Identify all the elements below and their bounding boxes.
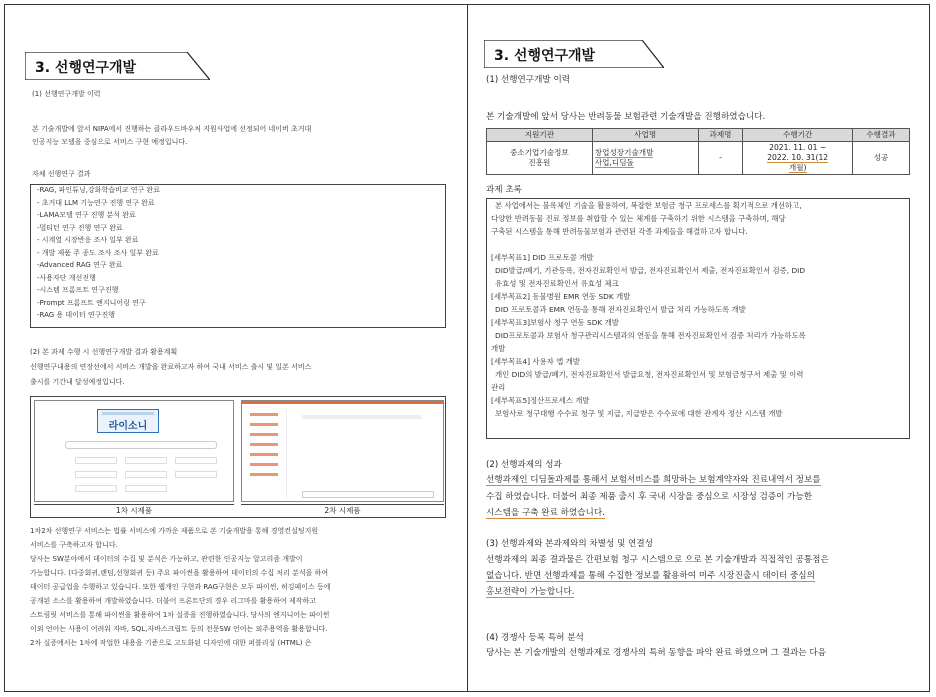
input-mock [302,491,434,498]
table-header: 수행기간 [743,129,853,142]
header-bar-mock [242,401,444,404]
summary-line: 관리 [491,383,506,392]
result-item: -사용자단 개선진행 [37,273,96,282]
plan-line: 출시를 기간내 달성예정입니다. [30,378,125,386]
chip-mock [175,471,217,478]
cell-text: 진흥원 [528,158,551,167]
sidebar-mock [246,409,287,499]
logo-box [97,409,159,433]
sidebar-line [250,423,278,426]
left-page [5,4,467,692]
table-header: 사업명 [592,129,698,142]
sidebar-line [250,413,278,416]
table-cell-result: 성공 [852,142,909,175]
relation-text: 홍보전략이 가능합니다. [486,587,575,597]
summary-line: DID 프로토콜과 EMR 연동을 통해 전자진료확인서 발급 처리 가능하도록 개발 [495,305,746,314]
result-text: 선행과제인 디딤돌과제를 통해서 보험서비스를 희망하는 보험계약자와 진료내역서 정보를 [486,475,821,485]
table-cell-agency [487,142,593,175]
chip-mock [75,485,117,492]
cell-text: 사업,디딤돌 [594,158,634,167]
table-header: 지원기관 [487,129,593,142]
body-line: 당사는 SW분야에서 데이터의 수집 및 분석은 가능하고, 관련한 인공지능 알고리즘 개발이 [30,555,303,563]
sidebar-line [250,433,278,436]
summary-line: [세부목표1] DID 프로토콜 개발 [491,253,594,262]
sidebar-line [250,473,278,476]
chip-mock [125,457,167,464]
summary-line [491,226,748,237]
figure-caption: 1차 시제품 [34,504,234,516]
right-page [468,4,930,692]
intro-line: 본 기술개발에 앞서 NIPA에서 진행하는 클라우드바우처 지원사업에 선정되어 네이버 초거대 [32,125,312,133]
sidebar-line [250,443,278,446]
chip-mock [75,457,117,464]
table-cell-period [743,142,853,175]
summary-line: 보험사로 청구대행 수수료 청구 및 지급, 지급받은 수수료에 대한 관계자 정산 시스템 개발 [495,409,783,418]
relation-text: 없습니다. 반면 선행과제를 통해 수집한 정보를 활용하여 미주 시장진출시 데이터 중심의 [486,571,815,581]
result-item: -멀티턴 연구 진행 연구 완료 [37,223,123,232]
result-item: -Prompt 프롬프트 엔지니어링 연구 [37,298,146,307]
subsection-heading: (4) 경쟁사 등록 특허 분석 [486,633,584,643]
subsection-heading: (2) 선행과제의 성과 [486,460,562,470]
prototype-1-screenshot [34,400,234,502]
summary-box [486,198,910,439]
prototype-figure [30,396,446,518]
plan-line: 선행연구내용의 연장선에서 서비스 개발을 완료하고자 하여 국내 서비스 출시 및 일본 서비스 [30,363,312,371]
results-title: 자체 선행연구 결과 [32,170,91,178]
table-header: 수행결과 [852,129,909,142]
summary-line: [세부목표4] 사용자 앱 개발 [491,357,580,366]
summary-line: [세부목표3]보험사 청구 연동 SDK 개발 [491,318,619,327]
logo-bar [102,412,154,415]
body-line: 서비스를 구축하고자 합니다. [30,541,118,549]
summary-title: 과제 초록 [486,185,522,195]
search-bar-mock [65,441,217,449]
relation-line [486,570,815,583]
section-banner [484,40,664,68]
chip-mock [175,457,217,464]
table-cell-project: - [698,142,743,175]
relation-line: 선행과제의 최종 결과물은 간편보험 청구 시스템으로 으로 본 기술개발과 직접적인 공통점은 [486,555,829,565]
result-text: 시스템을 구축 완료 하였습니다. [486,508,605,518]
cell-text: 중소기업기술정보 [510,148,569,157]
relation-line [486,586,574,599]
section-title: 3. 선행연구개발 [494,48,596,64]
subsection-heading: (1) 선행연구개발 이력 [486,75,571,85]
prototype-2-screenshot [241,400,444,502]
table-row [487,142,910,175]
summary-line: 개인 DID의 발급/폐기, 전자진료확인서 발급요청, 전자진료확인서 및 보험금청구서 제출 및 이력 [495,370,804,379]
result-item: -Advanced RAG 연구 완료 [37,261,123,269]
cell-text: 창업성장기술개발 [594,148,654,157]
result-line: 수집 하였습니다. 더불어 최종 제품 출시 후 국내 시장을 중심으로 시장성 검증이 가능한 [486,492,813,502]
intro-line: 본 기술개발에 앞서 당사는 반려동물 보험관련 기술개발을 진행하였습니다. [486,112,766,122]
table-cell-program [592,142,698,175]
result-item: -시스템 프롬프트 연구진행 [37,286,119,294]
table-header: 과제명 [698,129,743,142]
subsection-heading: (2) 본 과제 수행 시 선행연구개발 결과 활용계획 [30,348,178,356]
chip-mock [125,471,167,478]
figure-caption: 2차 시제품 [241,504,444,516]
body-line: 데이터 공급업을 수행하고 있습니다. 또한 웹개인 구현과 RAG구현은 모두 파이썬, 허깅페이스 등에 [30,583,331,591]
content-line [302,415,422,419]
subsection-heading: (1) 선행연구개발 이력 [32,90,101,98]
chip-mock [75,471,117,478]
patent-line: 당사는 본 기술개발의 선행과제로 경쟁사의 특허 동향을 파악 완료 하였으며 그 결과는 다음 [486,648,826,658]
summary-line: 본 사업에서는 블록체인 기술을 활용하여, 복잡한 보험금 청구 프로세스를 획기적으로 개선하고, [495,201,802,210]
sidebar-line [250,453,278,456]
section-title: 3. 선행연구개발 [35,60,137,76]
result-item: -LAMA모델 연구 진행 분석 완료 [37,211,136,219]
result-item: - 초거대 LLM 기능연구 진행 연구 완료 [37,198,155,207]
result-line [486,507,605,520]
history-table [486,128,910,175]
table-header-row [487,129,910,142]
result-line [486,474,821,487]
body-line: 1차2차 선행연구 서비스는 법률 서비스에 가까운 제품으로 본 기술개발을 통해 경영컨설팅지원 [30,527,319,535]
summary-line: DID프로토콜과 보험사 청구관리시스템과의 연동을 통해 전자진료확인서 검증 처리가 가능하도록 [495,331,806,340]
logo-text: 라이소니 [108,421,148,432]
summary-text: 구축된 시스템을 통해 반려동물보험과 관련된 각종 과제들을 해결하고자 합니다. [491,227,748,236]
summary-line: 개발 [491,344,506,353]
body-line: 가능합니다. (다중회귀,랜덤,선형회귀 등) 주요 파이썬을 활용하여 데이터의 수집 처리 분석을 하여 [30,569,329,577]
result-item: -RAG, 파인튜닝,강화학습비교 연구 완료 [37,186,160,194]
body-line: 공개된 소스를 활용하여 개발하였습니다. 더불어 프론트단의 경우 리그마를 활용하여 제작하고 [30,597,316,605]
results-box [30,184,446,328]
body-line: 이외 언어는 사용이 어려워 자바, SQL,자바스크립트 등의 전문SW 언어는 외주용역을 활용합니다. [30,625,328,633]
cell-text: 개월) [788,163,807,172]
body-line: 스트림릿 서비스를 통해 파이썬을 활용하여 1차 실증을 진행하였습니다. 당사의 엔지니어는 파이썬 [30,611,330,619]
summary-line: 다양한 반려동물 진료 정보를 취합할 수 있는 체계를 구축하기 위한 시스템을 구축하며, 해당 [491,214,786,223]
result-item: - 개발 제품 주 종도 조사 조사 일부 완료 [37,248,159,257]
summary-line: DID발급/폐기, 기관등록, 전자진료확인서 발급, 전자진료확인서 제출, 전자진료확인서 검증, DID [495,266,806,275]
section-banner [25,52,210,80]
summary-line: 유효성 및 전자진료확인서 유효성 체크 [495,279,619,288]
body-line: 2차 실증에서는 1차에 작업한 내용을 기준으로 고도화된 디자인에 대한 퍼블리싱 (HTML) 은 [30,639,312,647]
summary-line: [세부목표5]정산프로세스 개발 [491,396,590,405]
summary-line: [세부목표2] 동물병원 EMR 연동 SDK 개발 [491,292,631,301]
result-item: - 시계열 시장반응 조사 일부 완료 [37,236,139,244]
intro-line: 인공지능 모델을 중심으로 서비스 구현 예정입니다. [32,138,188,146]
result-item: -RAG 용 데이터 연구진행 [37,311,115,319]
subsection-heading: (3) 선행과제와 본과제와의 차별성 및 연결성 [486,539,653,549]
cell-text: 2022. 10. 31(12 [767,153,829,162]
sidebar-line [250,463,278,466]
chip-mock [125,485,167,492]
cell-text: 2021. 11. 01 ~ [769,143,827,152]
